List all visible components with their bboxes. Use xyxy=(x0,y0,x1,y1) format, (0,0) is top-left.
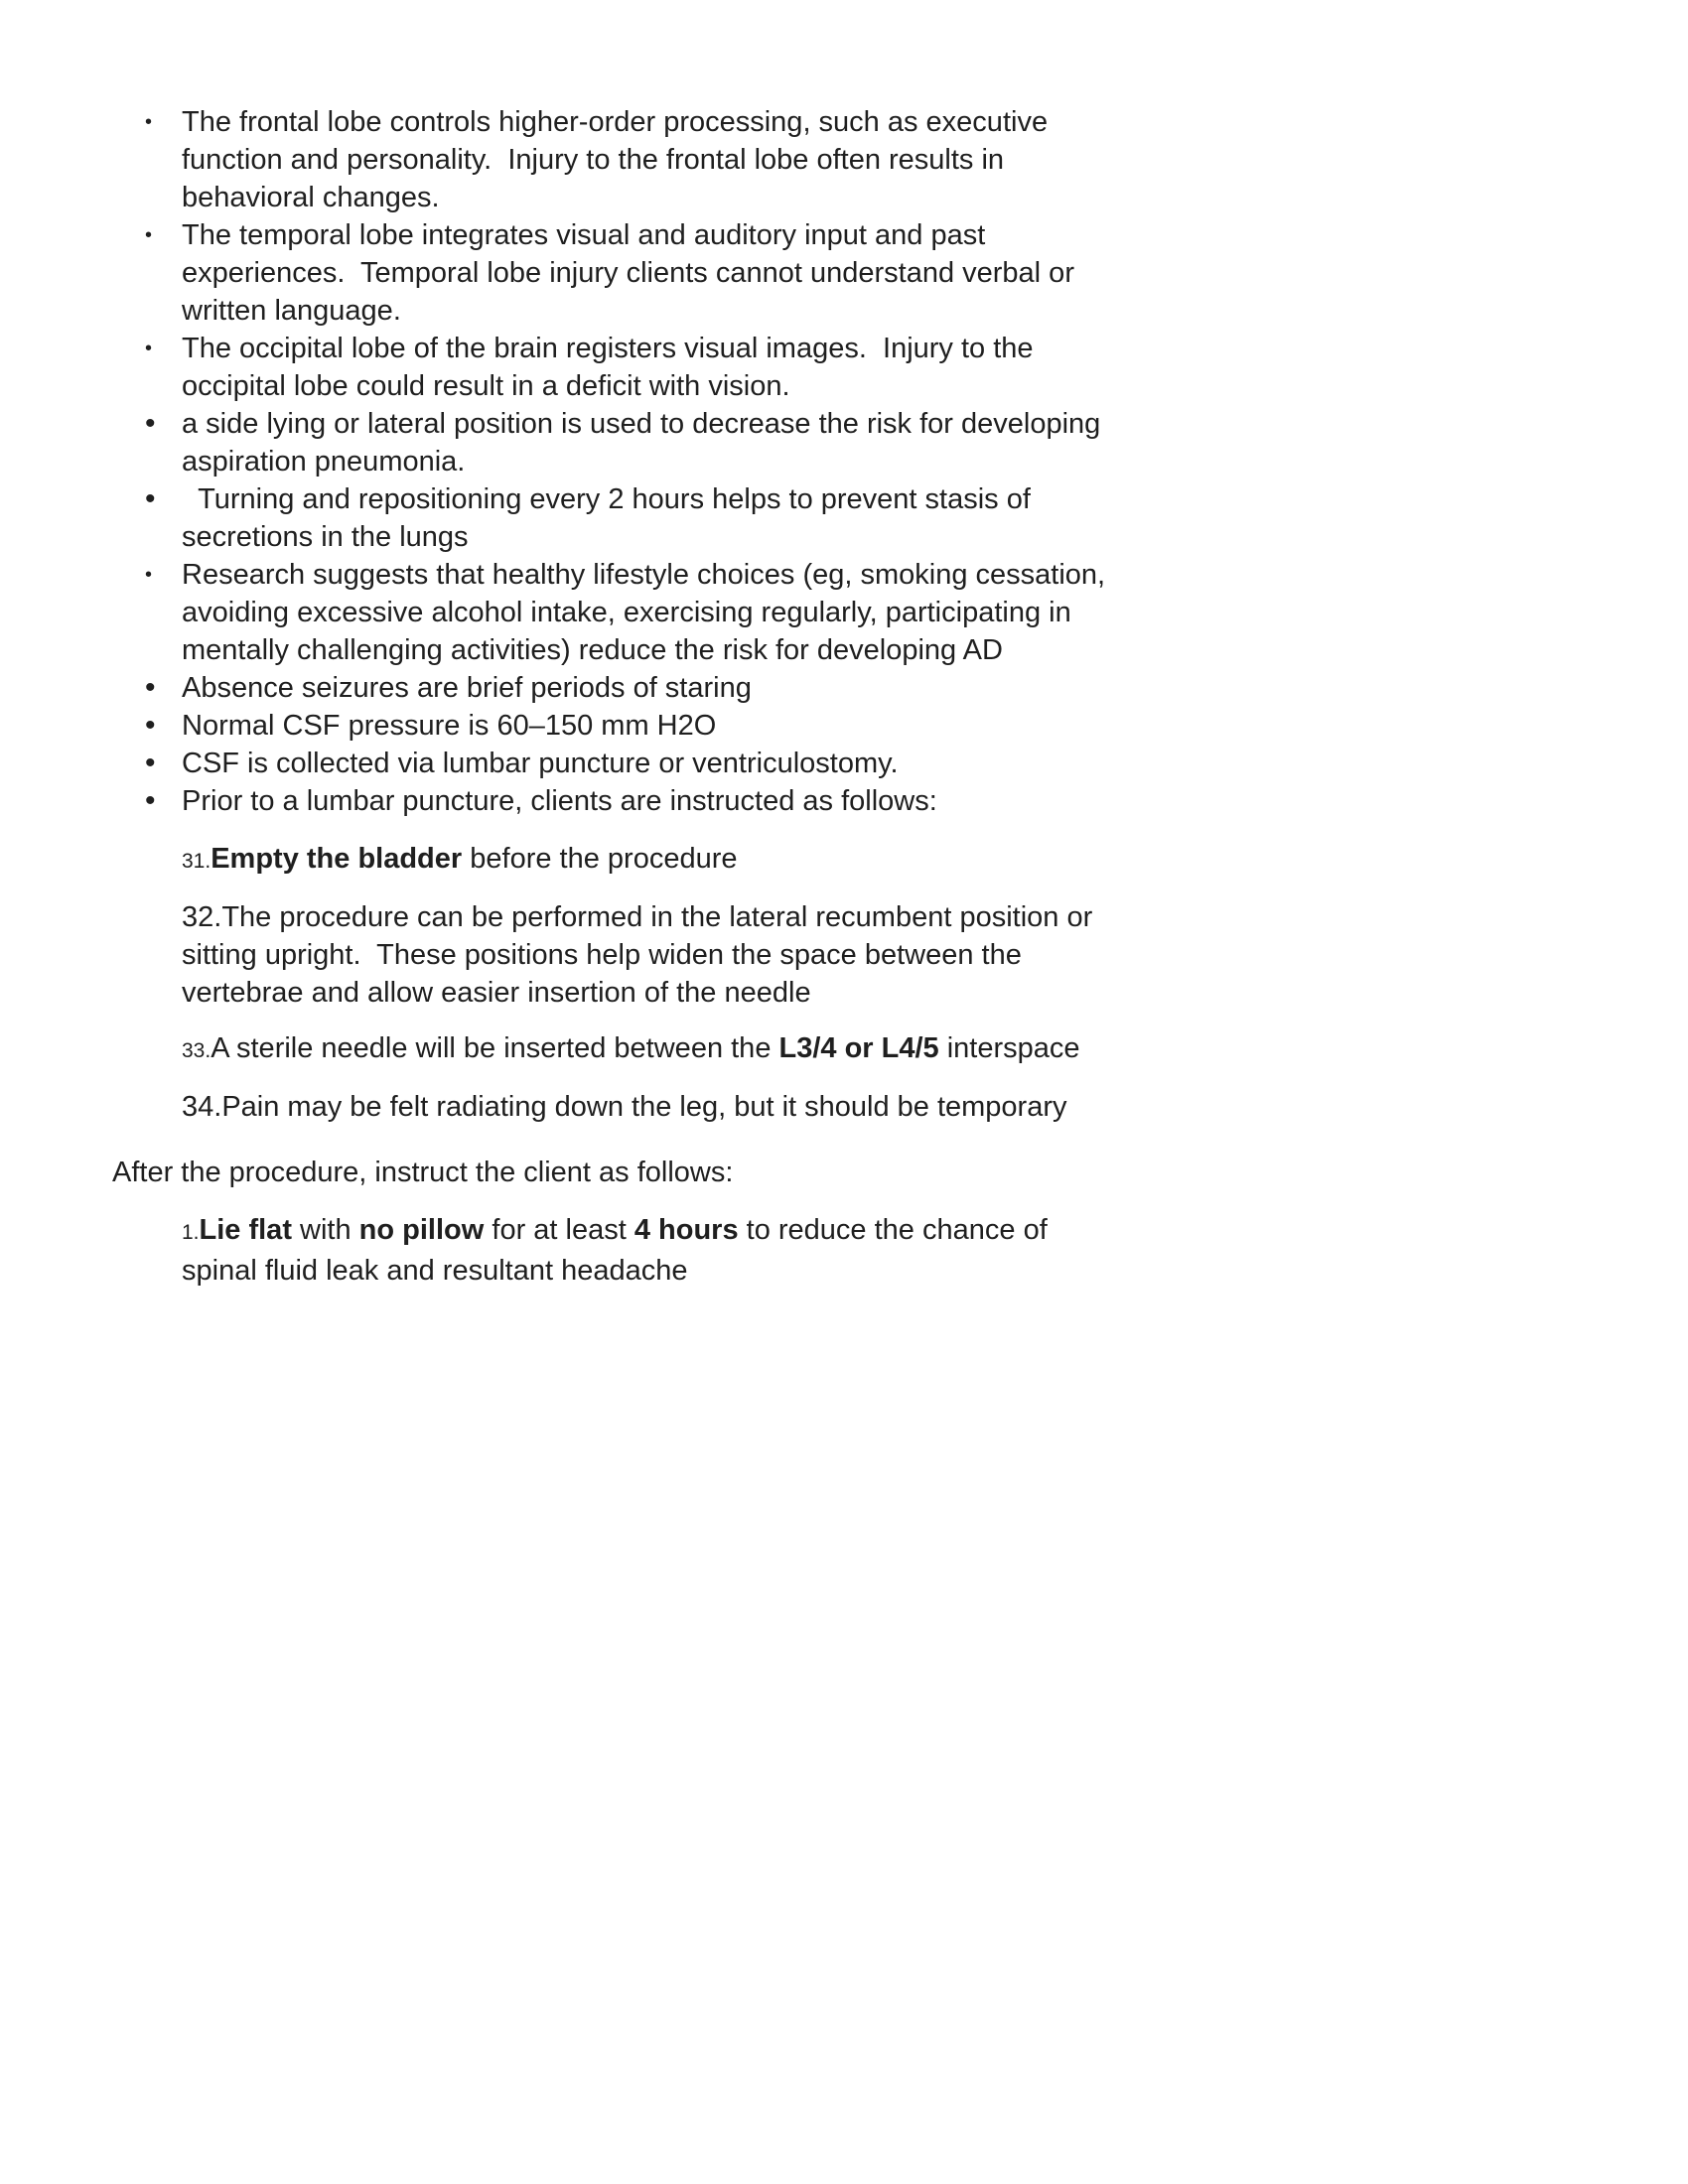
post-procedure-instructions-list xyxy=(112,1211,1688,1290)
text-segment: for at least xyxy=(484,1214,634,1246)
bullet-text: The frontal lobe controls higher-order processing, such as executive function and personality. Injury to the frontal lobe often results in behavioral changes. xyxy=(182,106,1056,213)
text-segment: with xyxy=(291,1214,359,1246)
bullet-marker: • xyxy=(145,747,156,779)
text-segment: to reduce the chance of spinal fluid leak and resultant headache xyxy=(182,1214,1055,1287)
bullet-text: The occipital lobe of the brain registers visual images. Injury to the occipital lobe could result in a deficit with vision. xyxy=(182,333,1042,402)
bullet-marker: • xyxy=(145,671,156,704)
bullet-list-item xyxy=(112,103,1120,216)
lumbar-puncture-instructions-list xyxy=(112,840,1688,1126)
bullet-marker: • xyxy=(145,111,153,133)
bold-text-segment: Empty the bladder xyxy=(211,843,463,875)
bullet-text: Turning and repositioning every 2 hours helps to prevent stasis of secretions in the lungs xyxy=(182,483,1039,553)
bullet-list-item xyxy=(112,480,1120,556)
list-item-number: 1. xyxy=(182,1221,200,1244)
bullet-list xyxy=(112,103,1120,820)
bold-text-segment: 4 hours xyxy=(633,1214,739,1246)
bullet-text: Research suggests that healthy lifestyle choices (eg, smoking cessation, avoiding excessive alcohol intake, exercising regularly, participating in mentally challenging activities) reduce the risk for developing AD xyxy=(182,559,1114,666)
bold-text-segment: Lie flat xyxy=(199,1214,292,1246)
numbered-list-item xyxy=(182,1211,1115,1290)
bullet-marker: • xyxy=(145,564,153,586)
bullet-marker: • xyxy=(145,338,153,359)
bullet-text: CSF is collected via lumbar puncture or ventriculostomy. xyxy=(182,748,899,779)
bullet-list-item xyxy=(112,669,1120,707)
text-segment: interspace xyxy=(938,1032,1080,1064)
numbered-list-item xyxy=(182,1029,1115,1070)
bullet-list-item xyxy=(112,745,1120,782)
text-segment: The procedure can be performed in the lateral recumbent position or sitting upright. These positions help widen the space between the vertebrae and allow easier insertion of the needle xyxy=(182,901,1101,1009)
bullet-text: Normal CSF pressure is 60–150 mm H2O xyxy=(182,710,717,742)
list-item-number: 31. xyxy=(182,850,211,873)
numbered-list-item xyxy=(182,1088,1115,1126)
bullet-marker: • xyxy=(145,784,156,817)
numbered-list-item xyxy=(182,898,1115,1012)
bullet-list-item xyxy=(112,330,1120,405)
bullet-list-item xyxy=(112,707,1120,745)
after-procedure-paragraph: After the procedure, instruct the client as follows: xyxy=(112,1157,734,1188)
text-segment: before the procedure xyxy=(462,843,738,875)
bold-text-segment: L3/4 or L4/5 xyxy=(778,1032,939,1064)
list-item-number: 33. xyxy=(182,1039,211,1062)
bullet-text: Prior to a lumbar puncture, clients are instructed as follows: xyxy=(182,785,937,817)
bullet-text: The temporal lobe integrates visual and auditory input and past experiences. Temporal lobe injury clients cannot understand verbal or written language. xyxy=(182,219,1083,327)
list-item-number: 34. xyxy=(182,1091,222,1123)
bullet-list-item xyxy=(112,556,1120,669)
bullet-list-item xyxy=(112,216,1120,330)
bullet-text: a side lying or lateral position is used to decrease the risk for developing aspiration pneumonia. xyxy=(182,408,1109,478)
numbered-list-item xyxy=(182,840,1115,881)
bullet-list-item xyxy=(112,782,1120,820)
text-segment: A sterile needle will be inserted between the xyxy=(211,1032,779,1064)
text-segment: Pain may be felt radiating down the leg, but it should be temporary xyxy=(221,1091,1067,1123)
bullet-marker: • xyxy=(145,224,153,246)
list-item-number: 32. xyxy=(182,901,222,933)
bullet-text: Absence seizures are brief periods of staring xyxy=(182,672,752,704)
bullet-list-item xyxy=(112,405,1120,480)
bullet-marker: • xyxy=(145,482,156,515)
bullet-marker: • xyxy=(145,709,156,742)
bullet-marker: • xyxy=(145,407,156,440)
bold-text-segment: no pillow xyxy=(358,1214,485,1246)
